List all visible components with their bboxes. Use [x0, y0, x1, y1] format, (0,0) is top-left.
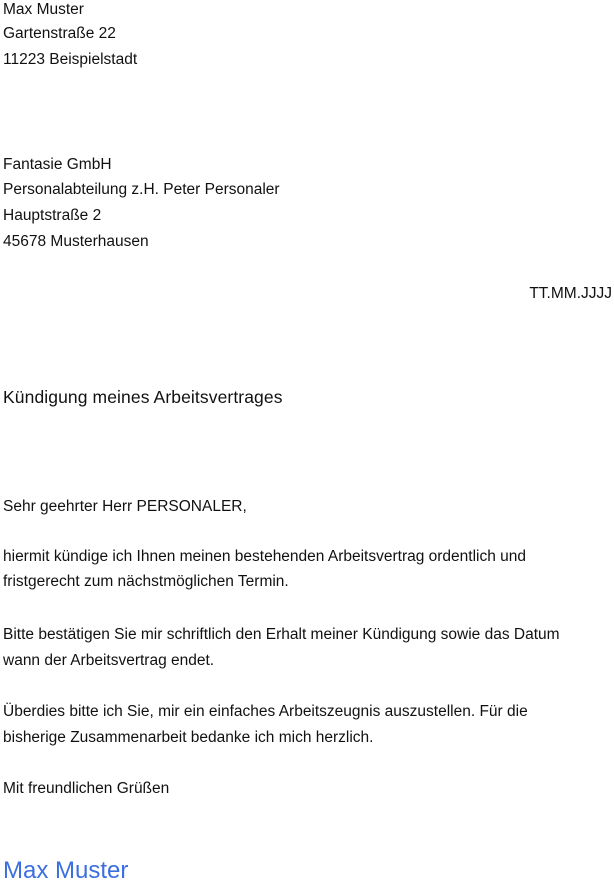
letter-subject: Kündigung meines Arbeitsvertrages — [3, 387, 283, 407]
recipient-city: 45678 Musterhausen — [3, 233, 149, 250]
paragraph-line: fristgerecht zum nächstmöglichen Termin. — [3, 573, 289, 590]
salutation: Sehr geehrter Herr PERSONALER, — [3, 498, 247, 515]
paragraph-line: Bitte bestätigen Sie mir schriftlich den Erhalt meiner Kündigung sowie das Datum — [3, 626, 560, 643]
paragraph-line: Überdies bitte ich Sie, mir ein einfaches Arbeitszeugnis auszustellen. Für die — [3, 703, 528, 720]
recipient-company: Fantasie GmbH — [3, 156, 112, 173]
sender-street: Gartenstraße 22 — [3, 25, 116, 42]
closing: Mit freundlichen Grüßen — [3, 780, 170, 797]
recipient-street: Hauptstraße 2 — [3, 207, 102, 224]
signature: Max Muster — [3, 857, 129, 884]
paragraph-line: hiermit kündige ich Ihnen meinen bestehenden Arbeitsvertrag ordentlich und — [3, 548, 527, 565]
recipient-department: Personalabteilung z.H. Peter Personaler — [3, 181, 280, 198]
letter-date: TT.MM.JJJJ — [529, 285, 612, 302]
paragraph-line: bisherige Zusammenarbeit bedanke ich mich herzlich. — [3, 729, 374, 746]
paragraph-line: wann der Arbeitsvertrag endet. — [3, 652, 215, 669]
sender-name: Max Muster — [3, 1, 84, 18]
sender-city: 11223 Beispielstadt — [3, 51, 138, 68]
